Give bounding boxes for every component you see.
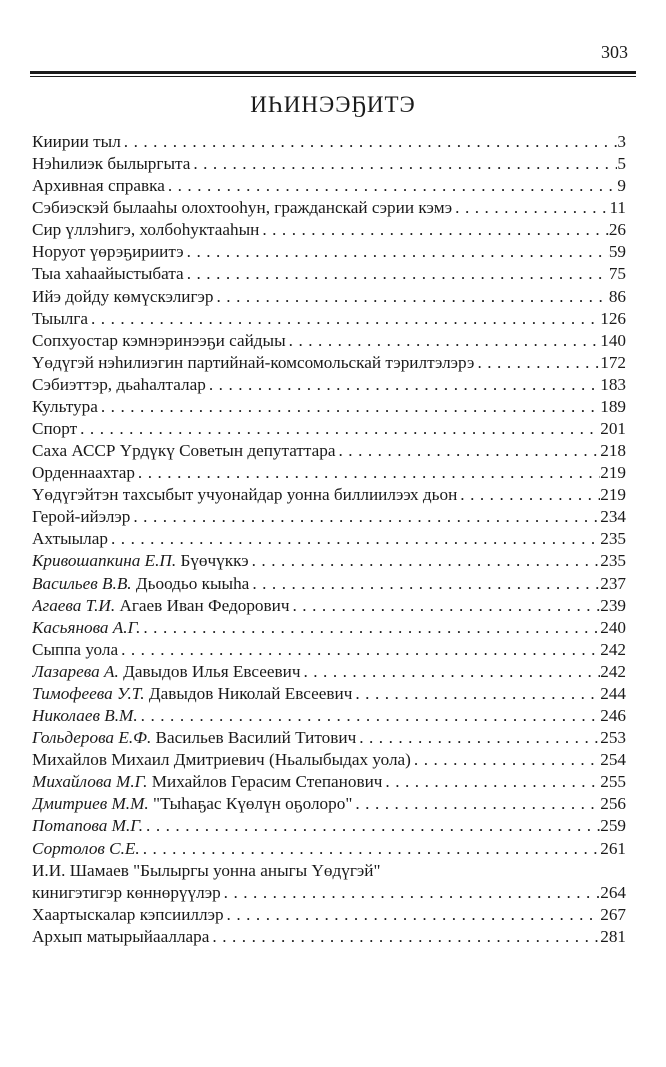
toc-entry bbox=[32, 705, 626, 727]
page-number: 303 bbox=[601, 42, 628, 62]
toc-entry bbox=[32, 241, 626, 263]
toc-entry-title: Агаев Иван Федорович bbox=[119, 595, 290, 615]
toc-entry bbox=[32, 749, 626, 771]
toc-entry-page: 256 bbox=[600, 794, 626, 814]
toc-entry-label bbox=[32, 749, 411, 771]
toc-entry-title: Дьоодьо кыыһа bbox=[135, 573, 250, 593]
dot-leader bbox=[221, 882, 601, 904]
toc-entry-title: Нэһилиэк былыргыта bbox=[32, 154, 191, 174]
toc-entry-page: 59 bbox=[608, 242, 626, 262]
toc-entry-title: Орденнаахтар bbox=[32, 463, 135, 483]
toc-entry-label bbox=[32, 838, 140, 860]
toc-entry-label bbox=[32, 793, 352, 815]
toc-entry-label bbox=[32, 352, 474, 374]
toc-entry bbox=[32, 771, 626, 793]
toc-entry bbox=[32, 197, 626, 219]
dot-leader bbox=[121, 131, 618, 153]
dot-leader bbox=[224, 904, 601, 926]
toc-entry-author: Гольдерова Е.Ф. bbox=[32, 728, 152, 748]
toc-entry bbox=[32, 484, 626, 506]
toc-entry-page: 267 bbox=[600, 904, 626, 924]
toc-entry-title: Үөдүгэй нэһилиэгин партийнай-комсомольскай тэрилтэлэрэ bbox=[32, 352, 475, 372]
dot-leader bbox=[352, 683, 600, 705]
toc-entry-page: 242 bbox=[600, 639, 626, 659]
toc-entry-page: 234 bbox=[600, 507, 626, 527]
toc-entry-title: Васильев Василий Титович bbox=[155, 728, 357, 748]
toc-entry-page: 183 bbox=[600, 374, 626, 394]
dot-leader bbox=[138, 705, 601, 727]
dot-leader bbox=[77, 418, 600, 440]
toc-entry-title: Архып матырыйааллара bbox=[32, 926, 210, 946]
toc-entry bbox=[32, 330, 626, 352]
toc-entry-page: 219 bbox=[600, 463, 626, 483]
dot-leader bbox=[452, 197, 609, 219]
toc-entry bbox=[32, 175, 626, 197]
page-title: ИҺИНЭЭҔИТЭ bbox=[250, 92, 416, 117]
dot-leader bbox=[190, 153, 617, 175]
dot-leader bbox=[411, 749, 600, 771]
dot-leader bbox=[184, 241, 609, 263]
dot-leader bbox=[209, 926, 600, 948]
toc-entry-author: Николаев В.М. bbox=[32, 706, 138, 726]
toc-entry bbox=[32, 838, 626, 860]
toc-entry bbox=[32, 727, 626, 749]
toc-entry bbox=[32, 352, 626, 374]
toc-entry bbox=[32, 904, 626, 926]
toc-entry bbox=[32, 550, 626, 572]
toc-entry-label bbox=[32, 197, 452, 219]
toc-entry-title: Герой-ийэлэр bbox=[32, 507, 131, 527]
toc-entry-label bbox=[32, 131, 121, 153]
toc-entry bbox=[32, 617, 626, 639]
toc-entry-page: 75 bbox=[608, 264, 626, 284]
toc-entry-page: 281 bbox=[600, 926, 626, 946]
toc-entry-author: Дмитриев М.М. bbox=[32, 794, 149, 814]
header-rule-thin bbox=[30, 76, 636, 77]
toc-entry-page: 9 bbox=[617, 176, 626, 196]
toc-entry bbox=[32, 418, 626, 440]
toc-entry-title: Михайлов Герасим Степанович bbox=[151, 772, 383, 792]
toc-entry bbox=[32, 374, 626, 396]
toc-entry-page: 253 bbox=[600, 728, 626, 748]
dot-leader bbox=[356, 727, 600, 749]
toc-entry-label bbox=[32, 528, 108, 550]
toc-entry-page: 235 bbox=[600, 529, 626, 549]
toc-entry-author: Кривошапкина Е.П. bbox=[32, 551, 177, 571]
dot-leader bbox=[184, 263, 609, 285]
toc-entry-page: 264 bbox=[600, 882, 626, 902]
dot-leader bbox=[118, 639, 600, 661]
toc-entry-title: Сопхуостар кэмнэринээҕи сайдыы bbox=[32, 330, 286, 350]
toc-entry-label bbox=[32, 462, 135, 484]
toc-entry-author: Агаева Т.И. bbox=[32, 595, 116, 615]
toc-entry-page: 86 bbox=[608, 286, 626, 306]
toc-entry-title: Хаартыскалар кэпсииллэр bbox=[32, 904, 224, 924]
toc-entry-page: 3 bbox=[617, 132, 626, 151]
toc-entry-label bbox=[32, 219, 259, 241]
toc-entry-label bbox=[32, 263, 184, 285]
toc-entry-page: 242 bbox=[600, 661, 626, 681]
toc-entry bbox=[32, 440, 626, 462]
toc-entry-label bbox=[32, 175, 165, 197]
toc-entry-line bbox=[32, 860, 626, 882]
toc-entry-title: Сэбиэскэй былааһы олохтооһун, гражданскай сэрии кэмэ bbox=[32, 198, 453, 218]
toc-entry-title: Киирии тыл bbox=[32, 132, 121, 151]
toc-entry-label bbox=[32, 926, 209, 948]
toc-entry-title: Тыылга bbox=[32, 308, 88, 328]
toc-entry bbox=[32, 815, 626, 837]
toc-entry-page: 189 bbox=[600, 396, 626, 416]
toc-entry-page: 255 bbox=[600, 772, 626, 792]
toc-entry-title: Сэбиэттэр, дьаһалталар bbox=[32, 374, 206, 394]
toc-entry-page: 239 bbox=[600, 595, 626, 615]
toc-entry-author: Касьянова А.Г. bbox=[32, 617, 141, 637]
toc-entry-title: кинигэтигэр көннөрүүлэр bbox=[32, 882, 221, 902]
dot-leader bbox=[140, 838, 600, 860]
toc-entry-page: 254 bbox=[600, 750, 626, 770]
dot-leader bbox=[352, 793, 600, 815]
toc-entry-page: 201 bbox=[600, 419, 626, 439]
toc-entry-title: Архивная справка bbox=[32, 176, 165, 196]
toc-entry bbox=[32, 396, 626, 418]
dot-leader bbox=[135, 462, 600, 484]
toc-entry-label bbox=[32, 771, 382, 793]
toc-entry-title: Ахтыылар bbox=[32, 529, 108, 549]
toc-entry-title: Давыдов Николай Евсеевич bbox=[148, 683, 353, 703]
toc-entry-author: Михайлова М.Г. bbox=[32, 772, 148, 792]
toc-entry-title: "Тыһаҕас Күөлүн оҕолоро" bbox=[153, 794, 353, 814]
toc-entry-author: Потапова М.Г. bbox=[32, 816, 144, 836]
toc-entry-label bbox=[32, 882, 221, 904]
toc-entry-page: 11 bbox=[609, 198, 626, 218]
toc-entry-label bbox=[32, 396, 98, 418]
dot-leader bbox=[88, 308, 600, 330]
toc-entry bbox=[32, 573, 626, 595]
toc-entry bbox=[32, 683, 626, 705]
toc-entry-title: Норуот үөрэҕириитэ bbox=[32, 242, 184, 262]
toc-entry-title: Саха АССР Үрдүкү Советын депутаттара bbox=[32, 441, 336, 461]
toc-entry-label bbox=[32, 727, 356, 749]
toc-entry bbox=[32, 595, 626, 617]
toc-entry-page: 5 bbox=[617, 154, 626, 174]
toc-entry-author: Сортолов С.Е. bbox=[32, 838, 140, 858]
toc-entry-label bbox=[32, 661, 300, 683]
toc-entry-title: Сыппа уола bbox=[32, 639, 119, 659]
toc-entry-label bbox=[32, 617, 140, 639]
toc-entry-label bbox=[32, 506, 130, 528]
toc-entry-title: Сир үллэһигэ, холбоһуктааһын bbox=[32, 220, 260, 240]
toc-entry-title: Ийэ дойду көмүскэлигэр bbox=[32, 286, 214, 306]
toc-entry-page: 219 bbox=[600, 485, 626, 505]
toc-entry-title: Спорт bbox=[32, 419, 78, 439]
toc-entry-title: Тыа хаһаайыстыбата bbox=[32, 264, 184, 284]
toc-entry-title: Культура bbox=[32, 396, 98, 416]
toc-entry-page: 261 bbox=[600, 838, 626, 858]
toc-entry-title: Бүөчүккэ bbox=[180, 551, 249, 571]
toc-entry bbox=[32, 263, 626, 285]
toc-entry bbox=[32, 639, 626, 661]
toc-entry-page: 259 bbox=[600, 816, 626, 836]
dot-leader bbox=[300, 661, 600, 683]
toc-entry-title: Үөдүгэйтэн тахсыбыт учуонайдар уонна биллиилээх дьон bbox=[32, 485, 458, 505]
toc-entry-page: 237 bbox=[600, 573, 626, 593]
dot-leader bbox=[213, 286, 608, 308]
toc-entry-label bbox=[32, 639, 118, 661]
toc-entry-label bbox=[32, 241, 184, 263]
toc-entry-page: 240 bbox=[600, 617, 626, 637]
dot-leader bbox=[259, 219, 608, 241]
toc-entry-label bbox=[32, 550, 249, 572]
toc-entry-title: Михайлов Михаил Дмитриевич (Ньалыбыдах уола) bbox=[32, 750, 411, 770]
toc-entry-page: 126 bbox=[600, 308, 626, 328]
toc-entry-page: 218 bbox=[600, 441, 626, 461]
dot-leader bbox=[140, 617, 600, 639]
dot-leader bbox=[108, 528, 600, 550]
header-rule bbox=[30, 71, 636, 74]
dot-leader bbox=[130, 506, 600, 528]
toc-entry-label bbox=[32, 308, 88, 330]
toc-entry bbox=[32, 153, 626, 175]
toc-entry bbox=[32, 528, 626, 550]
toc-entry bbox=[32, 219, 626, 241]
toc-entry-author: Тимофеева У.Т. bbox=[32, 683, 145, 703]
toc-entry-label bbox=[32, 153, 190, 175]
toc-entry-label bbox=[32, 595, 289, 617]
toc-entry-label bbox=[32, 573, 249, 595]
toc-entry-label bbox=[32, 418, 77, 440]
toc-entry-label bbox=[32, 330, 286, 352]
toc-entry-label bbox=[32, 683, 352, 705]
toc-entry-author: Васильев В.В. bbox=[32, 573, 132, 593]
dot-leader bbox=[336, 440, 601, 462]
toc-entry bbox=[32, 286, 626, 308]
dot-leader bbox=[98, 396, 600, 418]
toc-entry-title: И.И. Шамаев "Былыргы уонна аныгы Үөдүгэй" bbox=[32, 860, 381, 880]
toc-entry bbox=[32, 462, 626, 484]
toc-entry bbox=[32, 926, 626, 948]
dot-leader bbox=[474, 352, 600, 374]
toc-entry-page: 246 bbox=[600, 706, 626, 726]
toc-entry-page: 244 bbox=[600, 683, 626, 703]
toc-entry bbox=[32, 882, 626, 904]
dot-leader bbox=[165, 175, 618, 197]
toc-entry-label bbox=[32, 904, 224, 926]
toc-entry bbox=[32, 661, 626, 683]
toc-entry-page: 26 bbox=[608, 220, 626, 240]
dot-leader bbox=[286, 330, 601, 352]
dot-leader bbox=[249, 573, 600, 595]
toc-entry bbox=[32, 793, 626, 815]
toc-entry-label bbox=[32, 815, 143, 837]
toc-entry-label bbox=[32, 440, 336, 462]
toc-entry-label bbox=[32, 484, 457, 506]
toc-entry bbox=[32, 308, 626, 330]
dot-leader bbox=[457, 484, 600, 506]
dot-leader bbox=[382, 771, 600, 793]
toc-entry-page: 172 bbox=[600, 352, 626, 372]
toc-entry-page: 140 bbox=[600, 330, 626, 350]
toc-entry-label bbox=[32, 374, 206, 396]
dot-leader bbox=[289, 595, 600, 617]
dot-leader bbox=[249, 550, 601, 572]
toc-entry bbox=[32, 131, 626, 153]
table-of-contents bbox=[32, 131, 626, 948]
dot-leader bbox=[143, 815, 600, 837]
toc-entry-label bbox=[32, 705, 138, 727]
dot-leader bbox=[206, 374, 600, 396]
toc-entry-label bbox=[32, 286, 213, 308]
toc-entry-author: Лазарева А. bbox=[32, 661, 119, 681]
toc-entry bbox=[32, 506, 626, 528]
toc-entry-title: Давыдов Илья Евсеевич bbox=[123, 661, 301, 681]
toc-entry-page: 235 bbox=[600, 551, 626, 571]
